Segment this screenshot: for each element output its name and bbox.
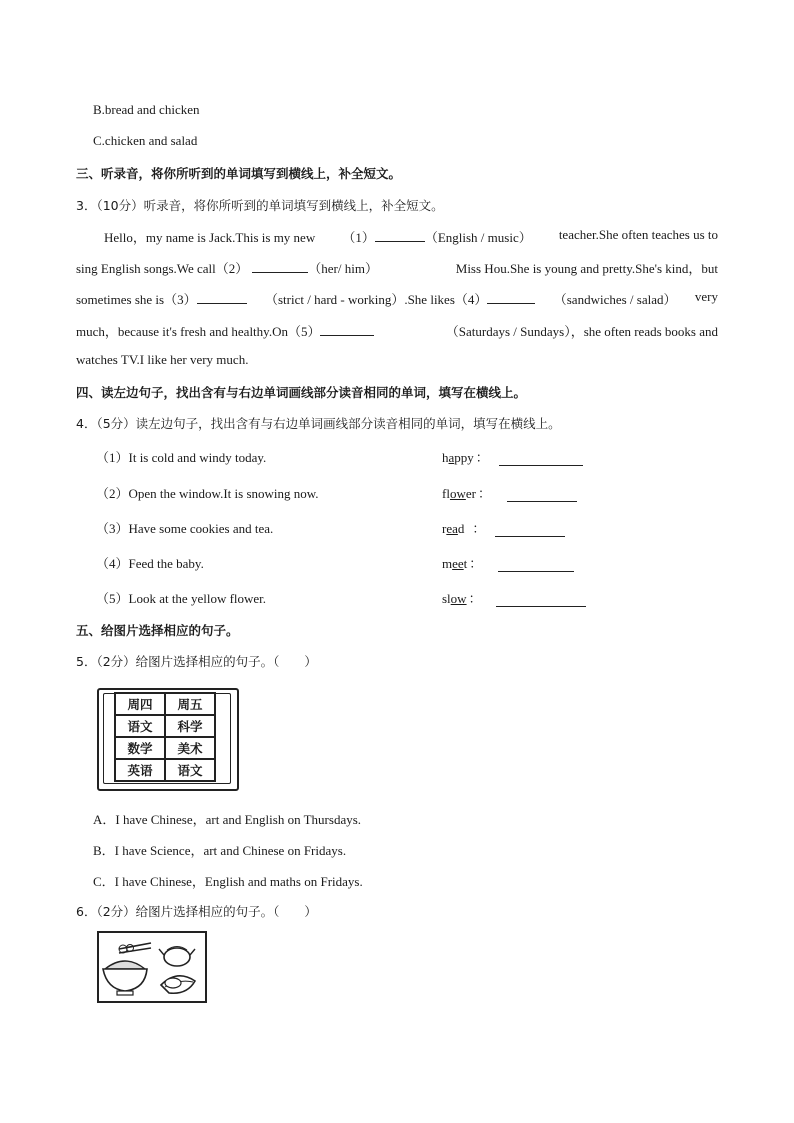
section-3-title: 三、听录音，将你所听到的单词填写到横线上，补全短文。 [76, 166, 402, 181]
passage-line-2: sing English songs.We call（2） （her/ him） Miss Hou.She is young and pretty.She's kind，but [76, 261, 718, 276]
q4-sentence-1: （1）It is cold and windy today. [96, 450, 267, 465]
q4-word-4: m ee t ： [442, 553, 574, 572]
q4-sentence-5: （5）Look at the yellow flower. [96, 591, 267, 606]
q4-word-2: fl ow er ： [442, 483, 577, 502]
option-c: C.chicken and salad [93, 133, 198, 148]
passage-line-3: sometimes she is（3） （strict / hard - working）.She likes（4） （sandwiches / salad） very [76, 289, 718, 307]
section-5-title: 五、给图片选择相应的句子。 [76, 623, 239, 638]
q4-blank-1[interactable] [499, 453, 583, 466]
timetable [114, 692, 216, 782]
blank-2[interactable] [252, 260, 308, 273]
timetable-cell: 语文 [115, 715, 165, 737]
passage-line-5: watches TV.I like her very much. [76, 352, 249, 367]
q4-blank-5[interactable] [496, 594, 586, 607]
question-3-head [76, 196, 444, 214]
question-4-head: 4．（5分）读左边句子，找出含有与右边单词画线部分读音相同的单词，填写在横线上。 [76, 416, 561, 431]
timetable-cell: 数学 [115, 737, 165, 759]
section-4-title: 四、读左边句子，找出含有与右边单词画线部分读音相同的单词，填写在横线上。 [76, 385, 527, 400]
option-b: B.bread and chicken [93, 102, 200, 117]
timetable-cell: 周五 [165, 693, 215, 715]
blank-1[interactable] [375, 229, 425, 242]
q4-sentence-2: （2）Open the window.It is snowing now. [96, 486, 319, 501]
q3-number: 3． [76, 198, 97, 213]
timetable-cell: 周四 [115, 693, 165, 715]
blank-5[interactable] [320, 323, 374, 336]
q4-blank-2[interactable] [507, 489, 577, 502]
q3-text: 听录音，将你所听到的单词填写到横线上，补全短文。 [143, 198, 444, 213]
blank-4[interactable] [487, 291, 535, 304]
question-6-head: 6．（2分）给图片选择相应的句子。（ ） [76, 904, 317, 919]
q4-word-5: sl ow ： [442, 588, 586, 607]
chicken-icon [164, 948, 190, 966]
q5-option-b: B．I have Science，art and Chinese on Fridays. [93, 843, 347, 858]
food-picture [97, 931, 207, 1003]
timetable-cell: 语文 [165, 759, 215, 781]
q4-word-3: r ea d ： [442, 518, 565, 537]
q4-sentence-4: （4）Feed the baby. [96, 556, 204, 571]
blank-3[interactable] [197, 291, 247, 304]
q4-word-1: h a ppy ： [442, 447, 583, 466]
passage-line-1: Hello，my name is Jack.This is my new （1） （English / music） teacher.She often teaches us to [104, 227, 718, 245]
q3-score: （10分） [96, 198, 144, 213]
passage-line-4: much，because it's fresh and healthy.On（5） （Saturdays / Sundays），she often reads books and [76, 324, 718, 339]
question-5-head: 5．（2分）给图片选择相应的句子。（ ） [76, 654, 317, 669]
q4-blank-3[interactable] [495, 524, 565, 537]
timetable-cell: 美术 [165, 737, 215, 759]
timetable-cell: 英语 [115, 759, 165, 781]
q5-option-c: C．I have Chinese，English and maths on Fridays. [93, 874, 363, 889]
q4-blank-4[interactable] [498, 559, 574, 572]
timetable-cell: 科学 [165, 715, 215, 737]
q5-option-a: A．I have Chinese，art and English on Thursdays. [93, 812, 362, 827]
q4-sentence-3: （3）Have some cookies and tea. [96, 521, 274, 536]
